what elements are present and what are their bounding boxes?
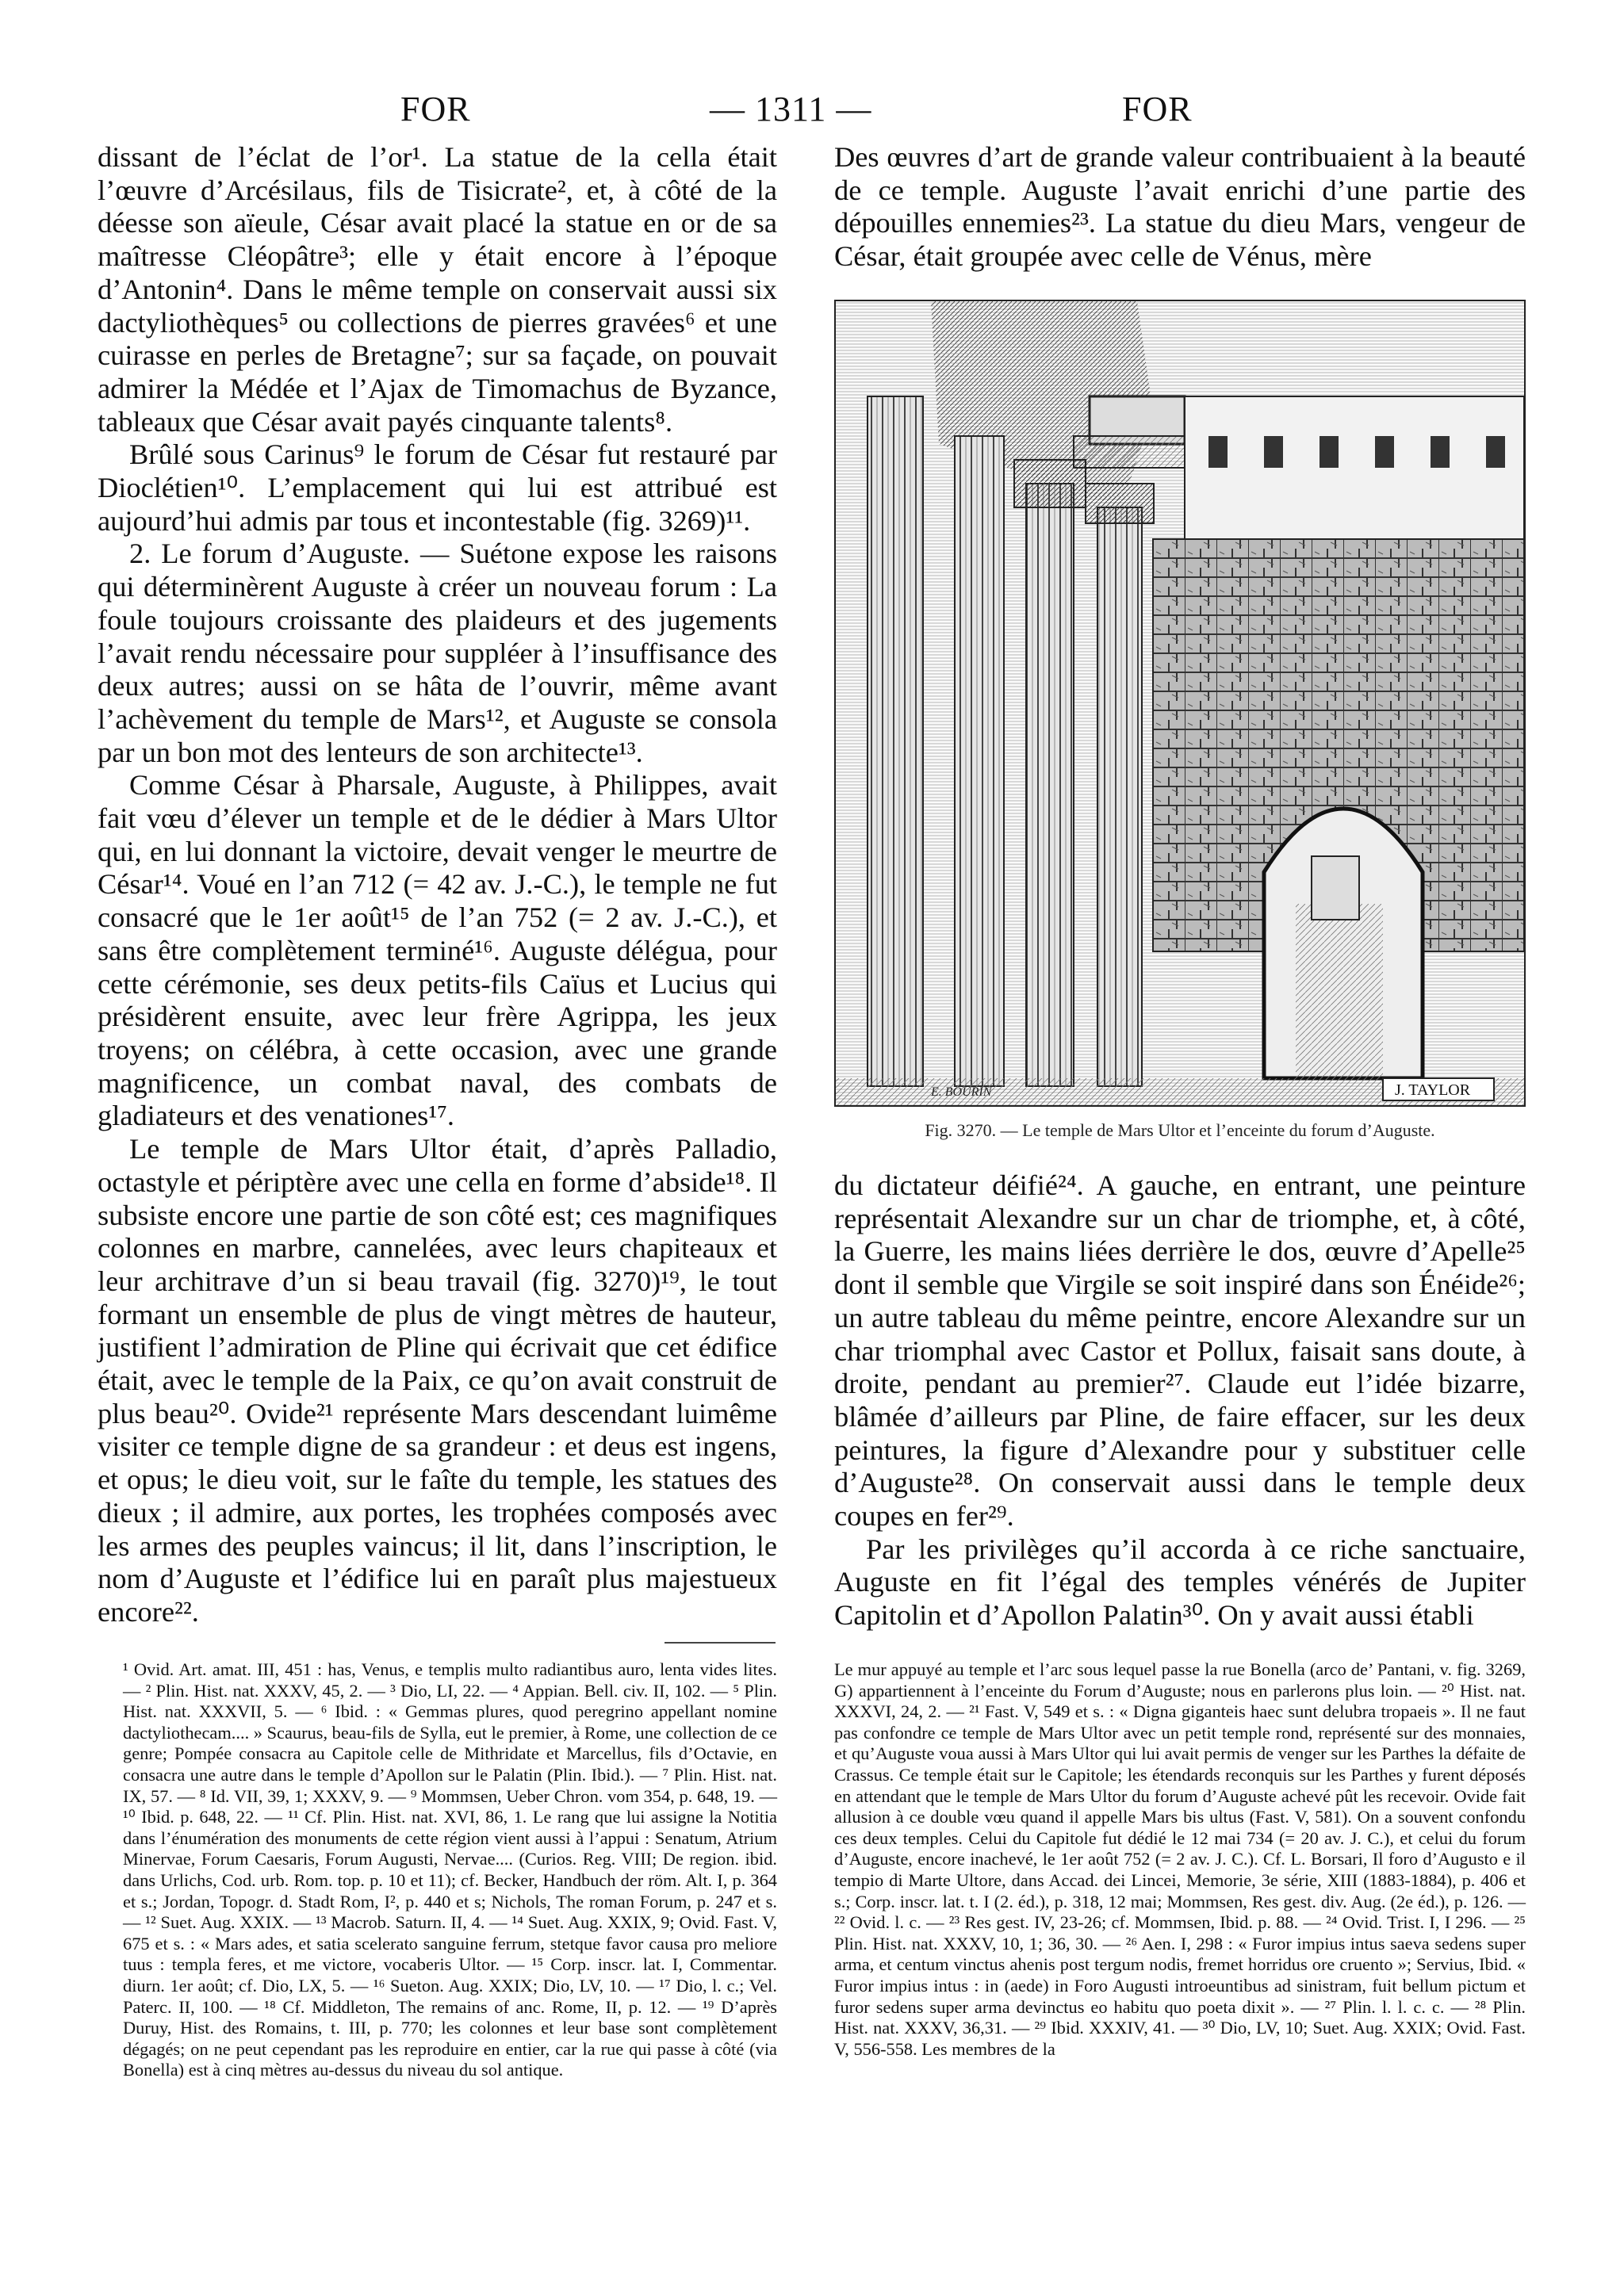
- engraving-temple-mars-ultor: [834, 300, 1526, 1107]
- window: [1320, 436, 1339, 468]
- footnote-separator: [665, 1642, 776, 1644]
- header-right-keyword: FOR: [1122, 90, 1193, 128]
- footnotes-right: [834, 1659, 1526, 2060]
- paragraph: Des œuvres d’art de grande valeur contribuaient à la beauté de ce temple. Auguste l’avait enrichi d’une partie des dépouilles ennemies²³. La statue du dieu Mars, vengeur de César, était groupée avec celle de Vénus, mère: [834, 141, 1526, 273]
- footnote-block: Le mur appuyé au temple et l’arc sous lequel passe la rue Bonella (arco de’ Pantani, v. fig. 3269, G) appartiennent à l’enceinte du Forum d’Auguste; nous en parlerons plus loin. — ²⁰ Hist. nat. XXXVI, 24, 2. — ²¹ Fast. V, 549 et s. : « Digna giganteis haec sunt delubra tropaeis ». Il ne faut pas confondre ce temple de Mars Ultor avec un petit temple rond, représenté sur des monnaies, et qu’Auguste voua aussi à Mars Ultor qui lui avait permis de venger sur les Parthes la défaite de Crassus. Ce temple était sur le Capitole; les étendards reconquis sur les Parthes y furent déposés en attendant que le temple de Mars Ultor du forum d’Auguste achevé pût les recevoir. Ovide fait allusion à ce double vœu quand il appelle Mars bis ultus (Fast. V, 581). On a souvent confondu ces deux temples. Celui du Capitole fut dédié le 12 mai 734 (= 20 av. J. C.), et celui du forum d’Auguste, encore inachevé, le 1er août 752 (= 2 av. J. C.). Cf. L. Borsari, Il foro d’Augusto e il tempio di Marte Ultore, dans Accad. dei Lincei, Memorie, 3e série, XIII (1883-1884), p. 406 et s.; Corp. inscr. lat. t. I (2. éd.), p. 318, 12 mai; Mommsen, Res gest. div. Aug. (2e éd.), p. 126. — ²² Ovid. l. c. — ²³ Res gest. IV, 23-26; cf. Mommsen, Ibid. p. 88. — ²⁴ Ovid. Trist. I, I 296. — ²⁵ Plin. Hist. nat. XXXV, 10, 1; 36, 30. — ²⁶ Aen. I, 298 : « Furor impius intus saeva sedens super arma, et centum vinctus ahenis post tergum nodis, fremet horridus ore cruento »; Servius, Ibid. « Furor impius intus : in (aede) in Foro Augusti introeuntibus ad sinistram, fuit bellum pictum et furor sedens super arma devinctus eo habitu quo poeta dixit ». — ²⁷ Plin. l. l. c. c. — ²⁸ Plin. Hist. nat. XXXV, 36,31. — ²⁹ Ibid. XXXIV, 41. — ³⁰ Dio, LV, 10; Suet. Aug. XXIX; Ovid. Fast. V, 556-558. Les membres de la: [834, 1659, 1526, 2059]
- arch-niche: [1312, 856, 1359, 920]
- footnotes-left: [123, 1659, 777, 2081]
- column-middle-left: [955, 436, 1004, 1086]
- capital: [1086, 484, 1154, 523]
- left-column-text: [98, 141, 777, 1629]
- background-building: [1185, 396, 1524, 555]
- right-column-bottom-text: [834, 1169, 1526, 1632]
- paragraph: Par les privilèges qu’il accorda à ce riche sanctuaire, Auguste en fit l’égal des temples vénérés de Jupiter Capitolin et d’Apollon Palatin³⁰. On y avait aussi établi: [834, 1533, 1526, 1632]
- window: [1208, 436, 1228, 468]
- engraver-signature: E. BOURIN: [931, 1085, 992, 1099]
- column-middle: [1026, 484, 1074, 1086]
- arch-view: [1296, 904, 1383, 1078]
- cornice: [1074, 436, 1201, 468]
- column-right: [1097, 507, 1142, 1086]
- window: [1486, 436, 1505, 468]
- header-left-keyword: FOR: [400, 90, 471, 128]
- window: [1431, 436, 1450, 468]
- figure-3270: [834, 300, 1526, 1146]
- footnote-block: ¹ Ovid. Art. amat. III, 451 : has, Venus, e templis multo radiantibus auro, lenta vides lites. — ² Plin. Hist. nat. XXXV, 45, 2. — ³ Dio, LI, 22. — ⁴ Appian. Bell. civ. II, 102. — ⁵ Plin. Hist. nat. XXXVII, 5. — ⁶ Ibid. : « Gemmas plures, quod peregrino appellant nomine dactyliothecam.... » Scaurus, beau-fils de Sylla, eut le premier, à Rome, une collection de ce genre; Pompée consacra au Capitole celle de Mithridate et Marcellus, fils d’Octavie, en consacra une autre dans le temple d’Apollon sur le Palatin (Plin. Ibid.). — ⁷ Plin. Hist. nat. IX, 57. — ⁸ Id. VII, 39, 1; XXXV, 9. — ⁹ Mommsen, Ueber Chron. vom 354, p. 648, 19. — ¹⁰ Ibid. p. 648, 22. — ¹¹ Cf. Plin. Hist. nat. XVI, 86, 1. Le rang que lui assigne la Notitia dans l’énumération des monuments de cette région vient aussi à l’appui : Senatum, Atrium Minervae, Forum Caesaris, Forum Augusti, Nervae.... (Curios. Reg. VIII; De region. ibid. dans Urlichs, Cod. urb. Rom. top. p. 10 et 11); cf. Becker, Handbuch der röm. Alt. I, p. 364 et s.; Jordan, Topogr. d. Stadt Rom, I², p. 440 et s; Nichols, The roman Forum, p. 247 et s. — ¹² Suet. Aug. XXIX. — ¹³ Macrob. Saturn. II, 4. — ¹⁴ Suet. Aug. XXIX, 9; Ovid. Fast. V, 675 et s. : « Mars ades, et satia scelerato sanguine ferrum, stetque favor causa pro meliore tuus : templa feres, et me victore, vocaberis Ultor. — ¹⁵ Corp. inscr. lat. I, Commentar. diurn. 1er août; cf. Dio, LX, 5. — ¹⁶ Sueton. Aug. XXIX; Dio, LV, 10. — ¹⁷ Dio, l. c.; Vel. Paterc. II, 100. — ¹⁸ Cf. Middleton, The remains of anc. Rome, II, p. 12. — ¹⁹ D’après Duruy, Hist. des Romains, t. III, p. 770; les colonnes et leur base sont complètement dégagés; on ne peut cependant pas les reproduire en entier, car la rue qui passe à côté (via Bonella) est à cinq mètres au-dessus du niveau du sol antique.: [123, 1659, 777, 2080]
- paragraph: Comme César à Pharsale, Auguste, à Philippes, avait fait vœu d’élever un temple et de le dédier à Mars Ultor qui, en lui donnant la victoire, devait venger le meurtre de César¹⁴. Voué en l’an 712 (= 42 av. J.-C.), le temple ne fut consacré que le 1er août¹⁵ de l’an 752 (= 2 av. J.-C.), et sans être complètement terminé¹⁶. Auguste délégua, pour cette cérémonie, ses deux petits-fils Caïus et Lucius qui présidèrent ensuite, avec leur frère Agrippa, les jeux troyens; on célébra, à cette occasion, avec une grande magnificence, un combat naval, des combats de gladiateurs et des venationes¹⁷.: [98, 769, 777, 1132]
- paragraph: du dictateur déifié²⁴. A gauche, en entrant, une peinture représentait Alexandre sur un char de triomphe, et, à côté, la Guerre, les mains liées derrière le dos, œuvre d’Apelle²⁵ dont il semble que Virgile se soit inspiré dans son Énéide²⁶; un autre tableau du même peintre, encore Alexandre sur un char triomphal avec Castor et Pollux, faisait sans doute, à droite, pendant au premier²⁷. Claude eut l’idée bizarre, blâmée d’ailleurs par Pline, de faire effacer, sur les deux peintures, la figure d’Alexandre pour y substituer celle d’Auguste²⁸. On conservait aussi dans le temple deux coupes en fer²⁹.: [834, 1169, 1526, 1533]
- paragraph: Brûlé sous Carinus⁹ le forum de César fut restauré par Dioclétien¹⁰. L’emplacement qui lui est attribué est aujourd’hui admis par tous et incontestable (fig. 3269)¹¹.: [98, 438, 777, 537]
- artist-signature: J. TAYLOR: [1395, 1081, 1471, 1099]
- paragraph: dissant de l’éclat de l’or¹. La statue de la cella était l’œuvre d’Arcésilaus, fils de Tisicrate², et, à côté de la déesse son aïeule, César avait placé la statue en or de sa maîtresse Cléopâtre³; elle y était encore à l’époque d’Antonin⁴. Dans le même temple on conservait aussi six dactyliothèques⁵ ou collections de pierres gravées⁶ et une cuirasse en perles de Bretagne⁷; sur sa façade, on pouvait admirer la Médée et l’Ajax de Timomachus de Byzance, tableaux que César avait payés cinquante talents⁸.: [98, 141, 777, 438]
- capital: [1014, 460, 1086, 507]
- figure-caption: Fig. 3270. — Le temple de Mars Ultor et l’enceinte du forum d’Auguste.: [925, 1120, 1435, 1140]
- running-header: [0, 89, 1624, 136]
- window: [1264, 436, 1283, 468]
- window: [1375, 436, 1394, 468]
- column-left: [868, 396, 923, 1086]
- right-column-top-text: [834, 141, 1526, 274]
- page-number: — 1311 —: [710, 90, 872, 128]
- paragraph: 2. Le forum d’Auguste. — Suétone expose les raisons qui déterminèrent Auguste à créer un nouveau forum : La foule toujours croissante des plaideurs et des jugements l’avait rendu nécessaire pour suppléer à l’insuffisance des deux autres; aussi on se hâta de l’ouvrir, même avant l’achèvement du temple de Mars¹², et Auguste se consola par un bon mot des lenteurs de son architecte¹³.: [98, 538, 777, 768]
- paragraph: Le temple de Mars Ultor était, d’après Palladio, octastyle et périptère avec une cella en forme d’abside¹⁸. Il subsiste encore une partie de son côté est; ces magnifiques colonnes en marbre, cannelées, avec leurs chapiteaux et leur architrave d’un si beau travail (fig. 3270)¹⁹, le tout formant un ensemble de plus de vingt mètres de hauteur, justifient l’admiration de Pline qui écrivait que cet édifice était, avec le temple de la Paix, ce qu’on avait construit de plus beau²⁰. Ovide²¹ représente Mars descendant luimême visiter ce temple digne de sa grandeur : et deus est ingens, et opus; le dieu voit, sur le faîte du temple, les statues des dieux ; il admire, aux portes, les trophées composés avec les armes des peuples vaincus; il lit, dans l’inscription, le nom d’Auguste et l’édifice lui en paraît plus majestueux encore²².: [98, 1133, 777, 1628]
